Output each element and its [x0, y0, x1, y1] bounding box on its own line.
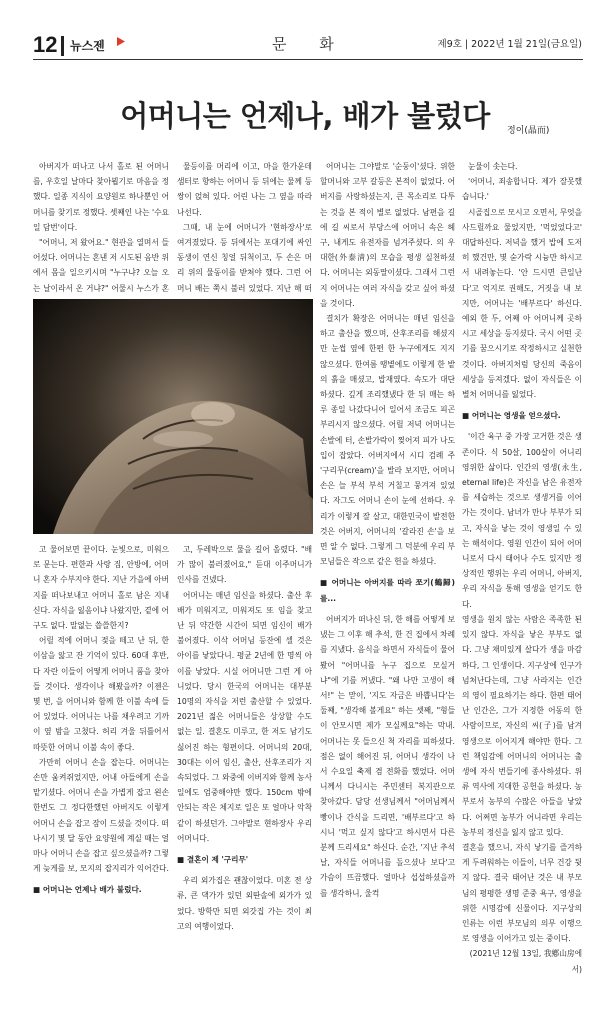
subheading: ■ 결혼이 제 '구리무' [177, 855, 249, 865]
paragraph: 가만히 어머니 손을 잡는다. 어머니는 손만 움켜쥐었지만, 어내 아들에게 손을 맡기셨다. 어머니 손을 가볍게 잡고 왼손 한번도 그 정다한했던 아버지도 이렇게 어머니 손을 잡고 잠이 드셨을 것이다. 떠나시기 몇 달 동안 요양원에 계실 때는 얼마나 어머니 손을 잡고 싶으셨을까? 그렇게 늦게를 보, 모지의 잡지리가 익어간다. [33, 757, 169, 874]
subheading: ■ 어머니는 언제나 배가 불렀다. [33, 885, 142, 895]
hands-photo [33, 299, 313, 534]
paragraph: 시골집으로 모시고 오면서, 무엇을 사드릴까요 물었지만, '먹었었다고' 대답하신다. 저녁을 했거 밥에 도저히 했건만, 몇 숟가락 시늉만 하시고서 내려놓는다. '안 드시면 큰일난다'고 억지로 권해도, 거짓을 내 보지만, 어머니는 '배부르다' 하신다. 예외 한 두, 어째 아 어머니께 곳하시고 세상을 등지셨다. 국시 어떤 곳기를 꿈으시기로 작정하시고 실천한 것이다. 아버지처럼 당신의 죽음이 세상을 등져겠다. 없이 자식들은 이별처 어머니를 잃었다. [462, 207, 582, 400]
paragraph: "어머니, 저 왔어요." 현관을 열며서 들어섰다. 어머니는 혼낸 저 시도된 음반 위에서 몸을 일으키시며 "누구냐? 오늘 오는 날이라서 온 거냐?" 어물시 누스가 혼 [33, 238, 169, 293]
paragraph: 어버지가 떠나신 뒤, 한 해를 어떻게 보냈는 그 이후 해 추석, 한 건 집에서 차례를 지냈다. 음식을 하면서 자식들이 물어봤어 "어머니를 누구 집으로 모실거냐"에 기를 꺼냈다. "왜 나만 고생이 해 서!" 는 맏이, '지도 자금은 바쁩니다'는 둘째, "생각해 볼게요" 하는 셋째, "형들이 안모시면 제가 모실께요"하는 막내. 어머니는 못 들으신 척 자리를 피하셨다. 점은 없이 해어진 뒤, 어머니 생각이 나서 수요일 축제 겸 전화를 했었다. 어머니께서 다니시는 주민센터 복지관으로 찾아갔다. 담당 선생님께서 "어머님께서 빵이나 간식을 드리면, '배부르다'고 하시니 '먹고 싶지 않다'고 하시면서 다른 분께 드리세요" 하신다. 순간, '지난 추석 날, 자식들 어머니를 돌으셨나 보다'고 가슴이 뜨끔했다. 얼마나 섭섭하셨을까를 생각하니, 울컥 [320, 614, 455, 898]
subheading: ■ 어머니는 영생을 얻으셨다. [462, 411, 561, 421]
paragraph: '이간 육구 중 가장 고거한 것은 생존이다. 식 50살, 100살이 어니리 영위한 삶이다. 인간의 영생(永生, eternal life)은 자신을 남은 유전자를 세습하는 것으로 생생거를 이어가는 것이다. 남녀가 만나 부부가 되고, 자식을 낳는 것이 영생일 수 있는 해석이다. 영원 인간이 되어 어머니로서 다시 태어나 수도 있지만 정상적인 행위는 우리 어머니, 아버지, 우리 자식을 통해 영생을 얻기도 한다. 영생을 원치 않는 사람은 족족한 된 있지 않다. 자식을 낳은 부부도 없다. 그냥 채미있게 살다가 생을 마감하다, 그 인생이다. 지구상에 인구가 넘쳐난다는데, 그냥 사라지는 인간의 영이 필요하기는 하다. 한편 태어난 인간은, 그가 지정한 어동의 한 사람이므로, 자신의 씨(子)를 남겨 영생으로 이어지게 해야만 한다. 그런 책임감에 어머니의 어머니는 출생에 자식 번들기에 종사하셨다. 위류 역사에 지대한 공헌을 하셨다. 농부로서 농부의 수많은 아들을 낳았다. 어쩌면 농부가 어니라면 우리는 농부의 정신을 잃지 않고 있다. 결혼을 했으니, 자식 낳기를 즐겨하게 두려워하는 이들이, 너무 건강 뒷지 않다. 결국 태어난 것은 내 부모님의 평평한 생명 준중 욕구, 영생을 위한 시명감에 신물이다. 지구상의 인류는 이런 부모님의 의무 이행으로 영생을 이어가고 있는 중이다. [462, 432, 582, 944]
column-4 [462, 159, 582, 977]
paragraph: '어머니, 죄송합니다. 제가 잘못했습니다.' [462, 177, 582, 202]
paragraph: 눈물이 솟는다. [468, 162, 518, 171]
paragraph: 물등이를 머리에 이고, 마을 한가운데 샘터로 향하는 어머니 등 뒤에는 물께 등쌍이 얹혀 있다. 어린 나는 그 옆을 따라 나선다. [177, 162, 312, 217]
paragraph: 어릴 적에 어머니 젖을 떼고 난 뒤, 한 이삼을 앓고 잔 기억이 있다. 60대 후반, 다 자란 이들이 어떻게 어머니 품을 찾아들 것이다. 생각이나 해봤을까? 이젠은 몇 번, 을 어머니와 함께 한 이불 속에 들어 있었다. 어머니는 나를 채우려고 기까이 옆 밤을 고쳤다. 허리 겨울 뒤틀어서 따뜻한 어머니 이불 속이 좋다. [33, 636, 169, 752]
paragraph: 어머니는 매년 임신을 하셨다. 출산 후 배가 미워지고, 미워져도 또 임을 찾고 난 뒤 약간한 시간이 되면 임신이 배가 불어졌다. 이삭 어머님 등잔에 셀 것은 아이를 낳았다니. 평균 2년에 한 명씩 아이를 낳았다. 시실 어머니만 그런 게 아니었다. 당시 한국의 어머니는 대부분 10명의 자식을 저런 출산할 수 있었다. 2021년 젊은 어머니들은 상상할 수도 없는 일. 결혼도 미루고, 한 저도 남기도 싫어진 하는 형편이다. 어머니의 20대, 30대는 이어 임신, 출산, 산후조리가 지속되었다. 그 와중에 이버지와 함께 농사일에도 엄중해야만 했다. 150cm 밖에 안되는 작은 체지로 일은 또 얼마나 악착같이 하셨던가. 그야말로 현하장사 우리 어머니다. [177, 590, 312, 843]
paragraph: 그때, 내 눈에 어머니가 '현하장사'로 여겨졌었다. 등 뒤에서는 포대기에 싸인 동생이 연신 칭얼 뒤척이고, 두 손은 머리 위의 물동이를 받쳐야 했다. 그런 어머니 배는 쭉시 불러 있었다. 지난 해 떠 [177, 222, 312, 293]
header-divider [61, 36, 64, 56]
paragraph: 아버지가 떠나고 나서 홀로 된 어머니를, 우호일 날마다 찾아뵙기로 마음을 정했다. 일종 지식이 요양원로 하나뿐인 어머니를 찾기로 정했다. 셋째인 나는 '수요일 담번'이다. [33, 162, 169, 232]
logo-mark-icon [116, 36, 126, 47]
page-header [0, 0, 610, 57]
column-1-bottom [33, 542, 169, 904]
subheading: ■ 어머니는 아버지를 따라 쪼기(鶴歸)를... [320, 578, 455, 603]
paper-logo: 뉴스젠 [70, 39, 105, 53]
paragraph: 어머니는 그야말로 '순둥이'셨다. 위한 할머니와 고부 갈등은 본적이 없었다. 어버지를 사랑하셨는지, 큰 목소리로 다투는 것을 본 적이 별로 없었다. 남편을 길에 길 씨로서 부당스에 어머니 속은 헤구, 내게도 유전자를 넘겨주셨다. 의 우대한(外泰淸)의 모습을 평생 실천하셨다. 어머니는 외동딸이셨다. 그래서 그런지 어머니는 여러 자식을 갖고 싶어 하셨을 것이다. [320, 162, 455, 308]
footnote: (2021년 12월 13일, 我鄕山房에서) [469, 949, 582, 974]
column-3 [320, 159, 455, 901]
section-title: 문 화 [272, 35, 348, 53]
paragraph: 우리 외가집은 괜찮이었다. 미혼 전 상류, 큰 댁가가 있던 외딴솔에 외가가 있었다. 방학만 되면 외갓집 가는 것이 최고의 여행이었다. [177, 876, 312, 931]
paragraph: 고, 두레박으로 물을 길어 올렸다. "배가 많이 불러졌어요," 듣대 이주머니가 인사를 건넸다. [177, 545, 312, 585]
header-rule [33, 59, 583, 60]
clasped-hands-image [33, 299, 313, 534]
column-2-bottom [177, 542, 312, 934]
article-byline: 정이(晶而) [507, 126, 550, 136]
paragraph: 고 물어보면 끝이다. 눈빛으로, 미워으로 문는다. 편한과 사랑 짐, 안방에, 어머니 혼자 수부지야 한다. 지난 가을에 아버지를 떠나보내고 어머니 홀로 남은 지내신다. 자식을 잃음이냐 나왔지만, 곁에 어구도 없다. 말없는 씁쓸한지? [33, 545, 169, 631]
paragraph: 결치가 확장은 어머니는 매년 임신을 하고 출산을 했으며, 산후조리를 해셨지만 눈썹 옆에 한편 한 누구에게도 지지 않으셨다. 한여름 땡볕에도 이렇게 한 밭의 흙을 매셨고, 밥재였다. 속도가 대단하셨다. 깊게 조리했냈다 한 뒤 매는 하루 종일 나갔다니어 일어서 조금도 피곤 부리시지 않으셨다. 어릴 저녁 어머니는 손발에 터, 손발가락이 찢어져 피가 나도 입이 잡았다. 어버지에서 시디 검례 주 '구리무(cream)'을 발라 보지만, 어머니 손은 늘 부석 부석 거칠고 뭉겨져 있었다. 자그도 어머니 손이 눈에 선하다. 우리가 이렇게 잘 살고, 대한민국이 발전한 것은 어버지, 어머니의 '갈라진 손'을 보면 알 수 없다. 그렇게 그 덕분에 우리 부모님들은 작으로 같은 헌을 하셨다. [320, 314, 455, 567]
page-number: 12 [33, 32, 58, 57]
article-title: 어머니는 언제나, 배가 불렀다 [120, 99, 490, 133]
issue-info: 제9호 | 2022년 1월 21일(금요일) [437, 39, 582, 50]
